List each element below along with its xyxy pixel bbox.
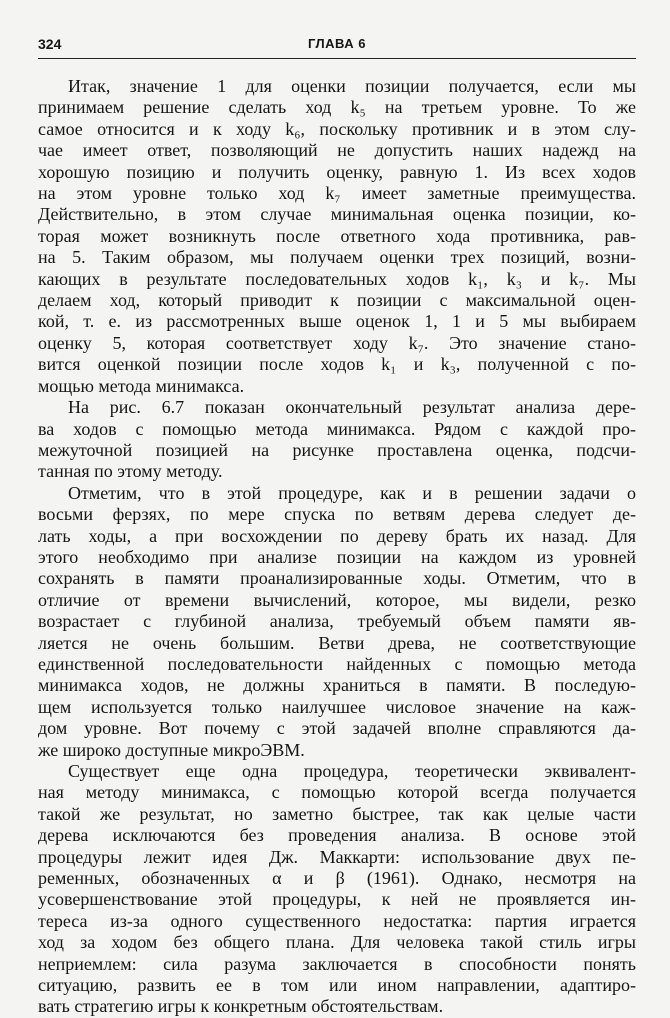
text-line: ременных, обозначенных α и β (1961). Однако, несмотря на <box>38 868 636 889</box>
page-header <box>38 36 636 59</box>
text-line: вится оценкой позиции после ходов k₁ и k₃, полученной с по- <box>38 354 636 375</box>
body-text <box>38 76 636 1018</box>
text-line: такой же результат, но заметно быстрее, так как целые части <box>38 803 636 824</box>
text-line: возрастает с глубиной анализа, требуемый объем памяти яв- <box>38 611 636 632</box>
text-line: вать стратегию игры к конкретным обстоятельствам. <box>38 996 444 1017</box>
text-line: мощью метода минимакса. <box>38 375 245 396</box>
text-line: неприемлем: сила разума заключается в способности понять <box>38 953 636 974</box>
text-line: дом уровне. Вот почему с этой задачей вполне справляются да- <box>38 718 636 739</box>
text-line: минимакса ходов, не должны храниться в памяти. В последую- <box>38 675 636 696</box>
text-line: отличие от времени вычислений, которое, мы видели, резко <box>38 589 636 610</box>
text-line: межуточной позицией на рисунке проставлена оценка, подсчи- <box>38 439 636 460</box>
text-line: кой, т. е. из рассмотренных выше оценок 1, 1 и 5 мы выбираем <box>38 311 636 332</box>
running-head: ГЛАВА 6 <box>307 36 367 51</box>
text-line: принимаем решение сделать ход k₅ на третьем уровне. То же <box>38 97 636 118</box>
text-line: Отметим, что в этой процедуре, как и в решении задачи о <box>68 482 636 503</box>
text-line: лать ходы, а при восхождении по дереву брать их назад. Для <box>38 525 636 546</box>
text-line: ход за ходом без общего плана. Для человека такой стиль игры <box>38 932 636 953</box>
text-line: восьми ферзях, по мере спуска по ветвям дерева следует де- <box>38 504 636 525</box>
text-line: на этом уровне только ход k₇ имеет заметные преимущества. <box>38 183 636 204</box>
page-number: 324 <box>38 36 62 52</box>
paragraph <box>38 483 636 761</box>
text-line: щем используется только наилучшее числовое значение на каж- <box>38 696 636 717</box>
text-line: ва ходов с помощью метода минимакса. Рядом с каждой про- <box>38 418 636 439</box>
text-line: торая может возникнуть после ответного хода противника, рав- <box>38 225 636 246</box>
text-line: танная по этому методу. <box>38 461 223 482</box>
text-line: ная методу минимакса, с помощью которой всегда получается <box>38 782 636 803</box>
text-line: же широко доступные микроЭВМ. <box>38 739 305 760</box>
text-line: на 5. Таким образом, мы получаем оценки трех позиций, возни- <box>38 247 636 268</box>
text-line: хорошую позицию и получить оценку, равную 1. Из всех ходов <box>38 161 636 182</box>
text-line: Существует еще одна процедура, теоретически эквивалент- <box>68 761 636 781</box>
text-line: этого необходимо при анализе позиции на каждом из уровней <box>38 546 636 567</box>
text-line: единственной последовательности найденных с помощью метода <box>38 653 636 674</box>
text-line: самое относится и к ходу k₆, поскольку противник и в этом слу- <box>38 118 636 139</box>
text-line: чае имеет ответ, позволяющий не допустить наших надежд на <box>38 140 636 161</box>
text-line: ляется не очень большим. Ветви древа, не соответствующие <box>38 632 636 653</box>
text-line: На рис. 6.7 показан окончательный результат анализа дере- <box>68 397 636 418</box>
text-line: делаем ход, который приводит к позиции с максимальной оцен- <box>38 290 636 311</box>
text-line: сохранять в памяти проанализированные ходы. Отметим, что в <box>38 568 636 589</box>
paragraph <box>38 761 636 1018</box>
text-line: ситуацию, развить ее в том или ином направлении, адаптиро- <box>38 975 636 996</box>
paragraph <box>38 76 636 397</box>
text-line: Действительно, в этом случае минимальная оценка позиции, ко- <box>38 204 636 225</box>
text-line: тереса из-за одного существенного недостатка: партия играется <box>38 910 636 931</box>
text-line: процедуры лежит идея Дж. Маккарти: использование двух пе- <box>38 846 636 867</box>
text-line: дерева исключаются без проведения анализа. В основе этой <box>38 825 636 846</box>
paragraph <box>38 397 636 483</box>
text-line: Итак, значение 1 для оценки позиции получается, если мы <box>68 76 636 96</box>
text-line: оценку 5, которая соответствует ходу k₇. Это значение стано- <box>38 332 636 353</box>
text-line: усовершенствование этой процедуры, к ней не проявляется ин- <box>38 889 636 910</box>
text-line: кающих в результате последовательных ходов k₁, k₃ и k₇. Мы <box>38 268 636 289</box>
